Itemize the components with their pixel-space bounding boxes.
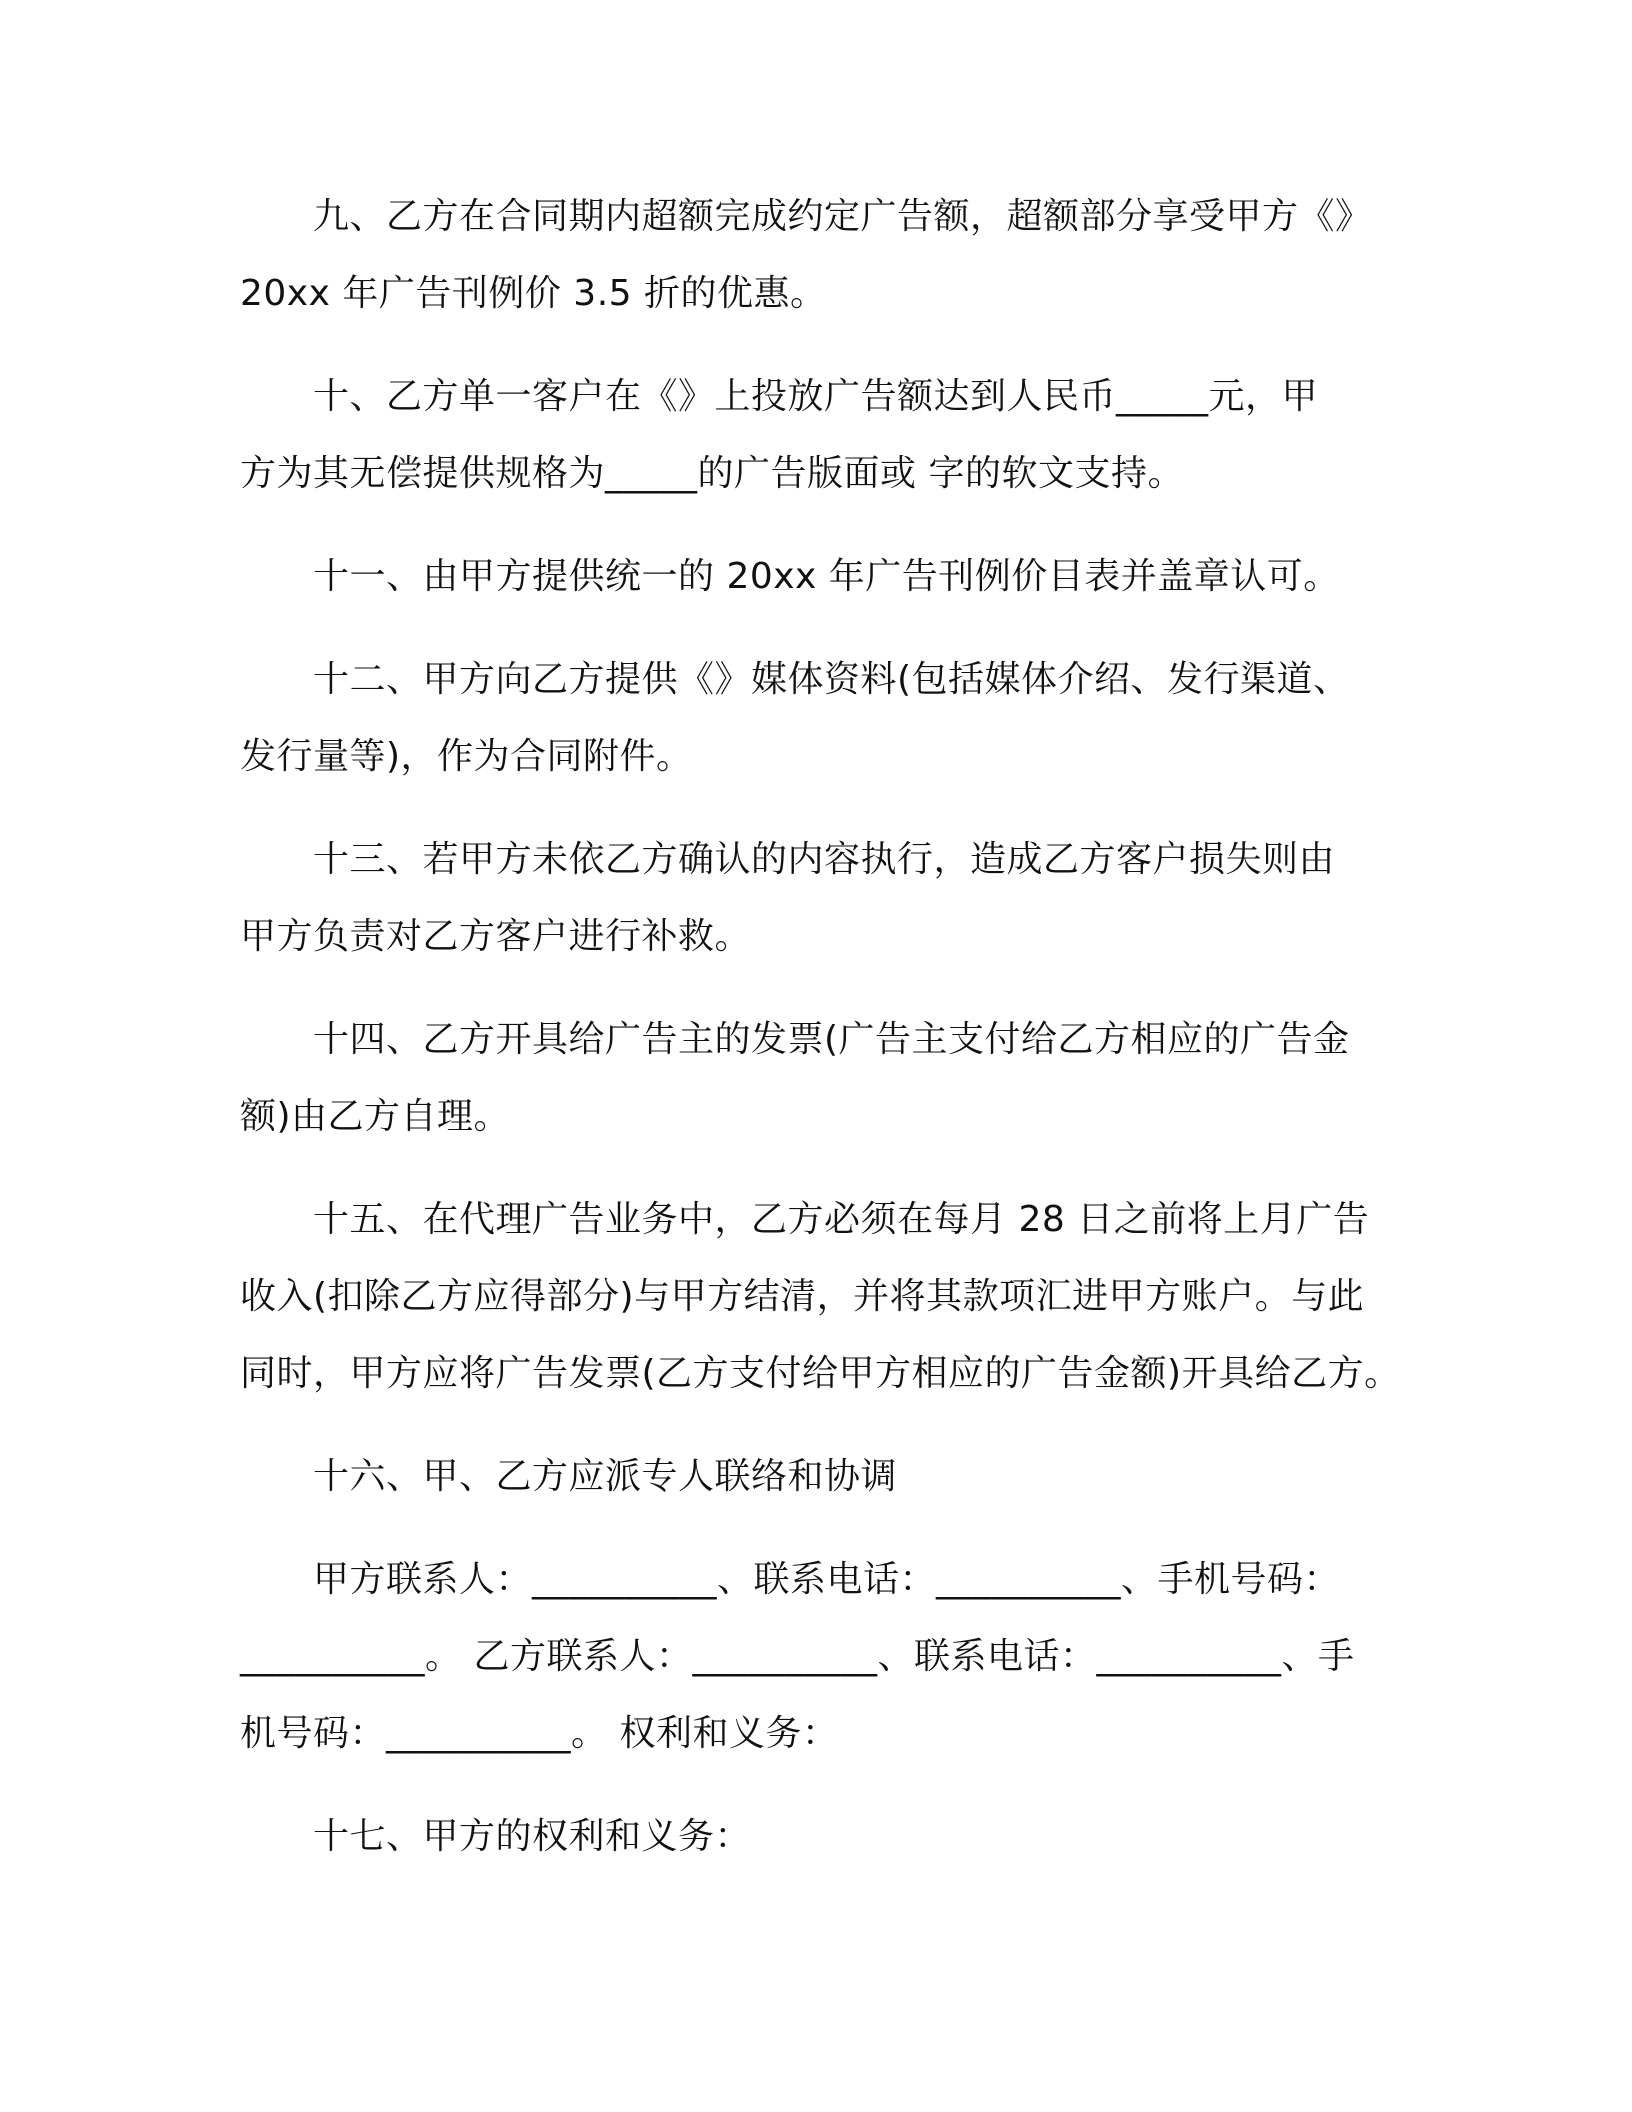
paragraph-13-line-1: 十三、若甲方未依乙方确认的内容执行，造成乙方客户损失则由 xyxy=(313,839,1336,880)
paragraph-15-line-1: 十五、在代理广告业务中，乙方必须在每月 28 日之前将上月广告 xyxy=(313,1199,1370,1240)
paragraph-15-line-3: 同时，甲方应将广告发票(乙方支付给甲方相应的广告金额)开具给乙方。 xyxy=(240,1353,1401,1394)
contacts-line-3: 机号码：__________。 权利和义务： xyxy=(240,1713,839,1754)
contacts-line-2: __________。 乙方联系人：__________、联系电话：__________、手 xyxy=(240,1636,1355,1677)
paragraph-12-line-2: 发行量等)，作为合同附件。 xyxy=(240,736,693,777)
paragraph-9-line-1: 九、乙方在合同期内超额完成约定广告额，超额部分享受甲方《》 xyxy=(313,196,1372,237)
paragraph-11-line-1: 十一、由甲方提供统一的 20xx 年广告刊例价目表并盖章认可。 xyxy=(313,556,1340,597)
paragraph-13-line-2: 甲方负责对乙方客户进行补救。 xyxy=(240,916,752,957)
contacts-line-1: 甲方联系人：__________、联系电话：__________、手机号码： xyxy=(313,1559,1341,1600)
paragraph-15-line-2: 收入(扣除乙方应得部分)与甲方结清，并将其款项汇进甲方账户。与此 xyxy=(240,1276,1365,1317)
paragraph-17-line-1: 十七、甲方的权利和义务： xyxy=(313,1816,752,1857)
paragraph-10-line-2: 方为其无偿提供规格为_____的广告版面或 字的软文支持。 xyxy=(240,453,1184,494)
paragraph-14-line-1: 十四、乙方开具给广告主的发票(广告主支付给乙方相应的广告金 xyxy=(313,1019,1350,1060)
paragraph-14-line-2: 额)由乙方自理。 xyxy=(240,1096,511,1137)
paragraph-16-line-1: 十六、甲、乙方应派专人联络和协调 xyxy=(313,1456,898,1497)
document-page xyxy=(240,0,1440,2112)
paragraph-10-line-1: 十、乙方单一客户在《》上投放广告额达到人民币_____元，甲 xyxy=(313,376,1319,417)
paragraph-12-line-1: 十二、甲方向乙方提供《》媒体资料(包括媒体介绍、发行渠道、 xyxy=(313,659,1350,700)
paragraph-9-line-2: 20xx 年广告刊例价 3.5 折的优惠。 xyxy=(240,273,827,314)
